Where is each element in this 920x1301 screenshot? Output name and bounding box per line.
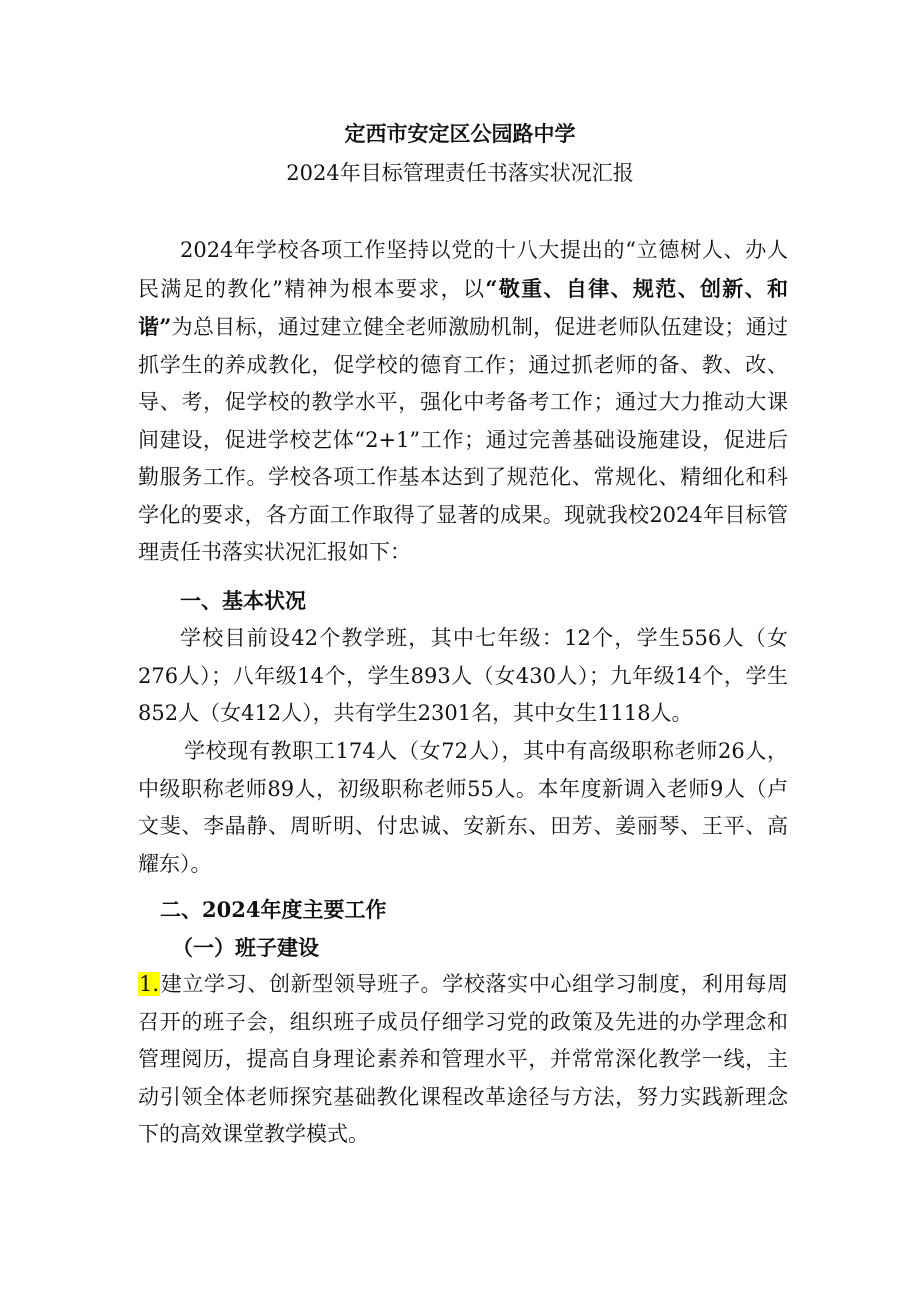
intro-motto-bold: “敬重、自律、规范、创新、和谐” xyxy=(138,275,788,339)
document-title-report: 2024年目标管理责任书落实状况汇报 xyxy=(286,161,634,185)
section-heading-main-work: 二、2024年度主要工作 xyxy=(160,897,387,922)
intro-text-part2: 为总目标，通过建立健全老师激励机制，促进老师队伍建设；通过抓学生的养成教化，促学校的德育工作；通过抓老师的备、教、改、导、考，促学校的教学水平，强化中考备考工作；通过大力推动大课间建设，促进学校艺体“2+1”工作；通过完善基础设施建设，促进后勤服务工作。学校各项工作基本达到了规范化、常规化、精细化和科学化的要求，各方面工作取得了显著的成果。现就我校2024年目标管理责任书落实状况汇报如下： xyxy=(138,315,788,564)
document-title-school: 定西市安定区公园路中学 xyxy=(344,121,576,146)
section-heading-basic-status: 一、基本状况 xyxy=(180,588,306,613)
intro-text-part1: 2024年学校各项工作坚持以党的十八大提出的“立德树人、办人民满足的教化”精神为根本要求，以 xyxy=(138,238,788,301)
intro-paragraph xyxy=(138,232,788,572)
subsection-heading-leadership: （一）班子建设 xyxy=(172,935,319,960)
item1-number-highlight: 1. xyxy=(139,972,160,996)
staff-paragraph: 学校现有教职工174人（女72人），其中有高级职称老师26人，中级职称老师89人，初级职称老师55人。本年度新调入老师9人（卢文斐、李晶静、周昕明、付忠诚、安新东、田芳、姜丽琴、王平、高耀东）。 xyxy=(138,739,788,876)
item1-paragraph xyxy=(138,966,788,1154)
item1-text: 建立学习、创新型领导班子。学校落实中心组学习制度，利用每周召开的班子会，组织班子成员仔细学习党的政策及先进的办学理念和管理阅历，提高自身理论素养和管理水平，并常常深化教学一线，主动引领全体老师探究基础教化课程改革途径与方法，努力实践新理念下的高效课堂教学模式。 xyxy=(138,972,788,1146)
basic-status-paragraph: 学校目前设42个教学班，其中七年级：12个，学生556人（女276人）；八年级14个，学生893人（女430人）；九年级14个，学生852人（女412人），共有学生2301名，其中女生1118人。 xyxy=(138,626,788,725)
